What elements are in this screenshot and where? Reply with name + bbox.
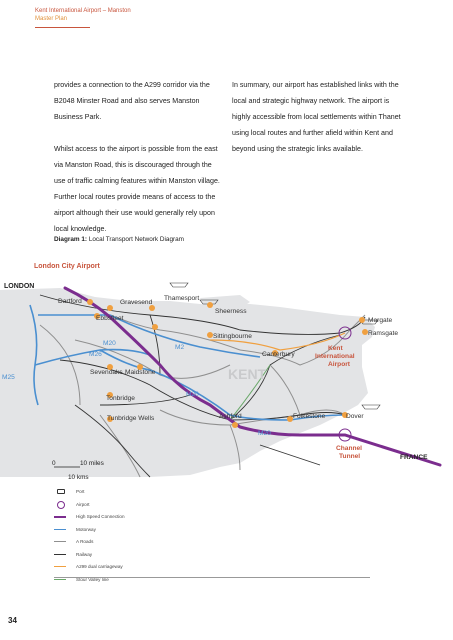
label-kent: KENT	[228, 366, 267, 382]
label-maidstone: Maidstone	[125, 369, 156, 376]
legend-label: Stour Valley line	[76, 576, 109, 582]
legend-swatch	[54, 554, 66, 555]
label-sheerness: Sheerness	[215, 308, 247, 315]
label-m2: M2	[175, 344, 185, 351]
header-rule	[35, 27, 90, 28]
label-london-city: London City Airport	[34, 263, 100, 270]
diagram-caption	[54, 236, 184, 243]
kent-landmass	[0, 288, 375, 477]
label-m26: M26	[89, 351, 102, 358]
legend-label: Port	[76, 489, 85, 494]
paragraph: provides a connection to the A299 corridor via the B2048 Minster Road and also serves Manston Business Park.	[54, 81, 210, 121]
header-subtitle: Master Plan	[35, 16, 68, 22]
legend-swatch	[54, 516, 66, 518]
legend-label: Railway	[76, 551, 93, 557]
label-tunbridge: Tunbridge Wells	[107, 415, 155, 422]
port-icon	[57, 489, 65, 494]
label-tonbridge: Tonbridge	[106, 395, 135, 402]
legend-rule	[54, 577, 370, 578]
label-dover: Dover	[346, 413, 364, 420]
label-ebbsfleet: Ebbsfleet	[96, 315, 124, 322]
scale-zero: 0	[52, 460, 56, 467]
label-thamesport: Thamesport	[164, 295, 200, 302]
legend-label: Motorway	[76, 526, 96, 532]
text-column-left	[54, 77, 224, 253]
legend-label: High Speed Connection	[76, 514, 125, 519]
airport-icon	[57, 501, 65, 509]
label-kent-intl: Kent International Airport	[315, 345, 355, 368]
label-ramsgate: Ramsgate	[368, 330, 399, 337]
label-ashford: Ashford	[219, 413, 242, 420]
label-margate: Margate	[368, 317, 393, 324]
legend-label: Airport	[76, 501, 90, 507]
label-sittingbourne: Sittingbourne	[213, 333, 252, 340]
legend-label: A299 dual carriageway	[76, 564, 123, 569]
label-folkestone: Folkestone	[293, 413, 326, 420]
diagram-caption-text: Local Transport Network Diagram	[88, 236, 184, 243]
legend-swatch	[54, 566, 66, 567]
label-m20-c: M20	[258, 430, 271, 437]
label-sevenoaks: Sevenoaks	[90, 369, 123, 376]
label-gravesend: Gravesend	[120, 299, 153, 306]
label-m25: M25	[2, 374, 15, 381]
legend-label: A Roads	[76, 539, 94, 544]
label-m20-a: M20	[103, 340, 116, 347]
diagram-caption-prefix: Diagram 1:	[54, 236, 88, 243]
page-number: 34	[8, 616, 17, 625]
label-dartford: Dartford	[58, 298, 82, 305]
scale-miles: 10 miles	[80, 460, 104, 467]
legend-swatch	[54, 579, 66, 580]
legend-swatch	[54, 541, 66, 542]
legend-swatch	[54, 529, 66, 530]
paragraph: Whilst access to the airport is possible from the east via Manston Road, this is discouraged through the use of traffic calming features within Manston village. Further local routes provide means of access to the airport although their use would generally rely upon local knowledge.	[54, 145, 220, 233]
header-title: Kent International Airport – Manston	[35, 8, 131, 14]
label-channel-tunnel: Channel Tunnel	[336, 445, 363, 460]
paragraph: In summary, our airport has established links with the local and strategic highway network. The airport is highly accessible from local settlements within Thanet using local routes and further afield within Kent and beyond using the strategic links available.	[232, 81, 401, 153]
label-london: LONDON	[4, 283, 35, 290]
label-m20-b: M20	[186, 391, 199, 398]
transport-map	[0, 255, 453, 485]
label-france: FRANCE	[400, 454, 428, 461]
label-canterbury: Canterbury	[262, 351, 295, 358]
scale-kms: 10 kms	[68, 474, 89, 481]
text-column-right	[232, 77, 402, 173]
